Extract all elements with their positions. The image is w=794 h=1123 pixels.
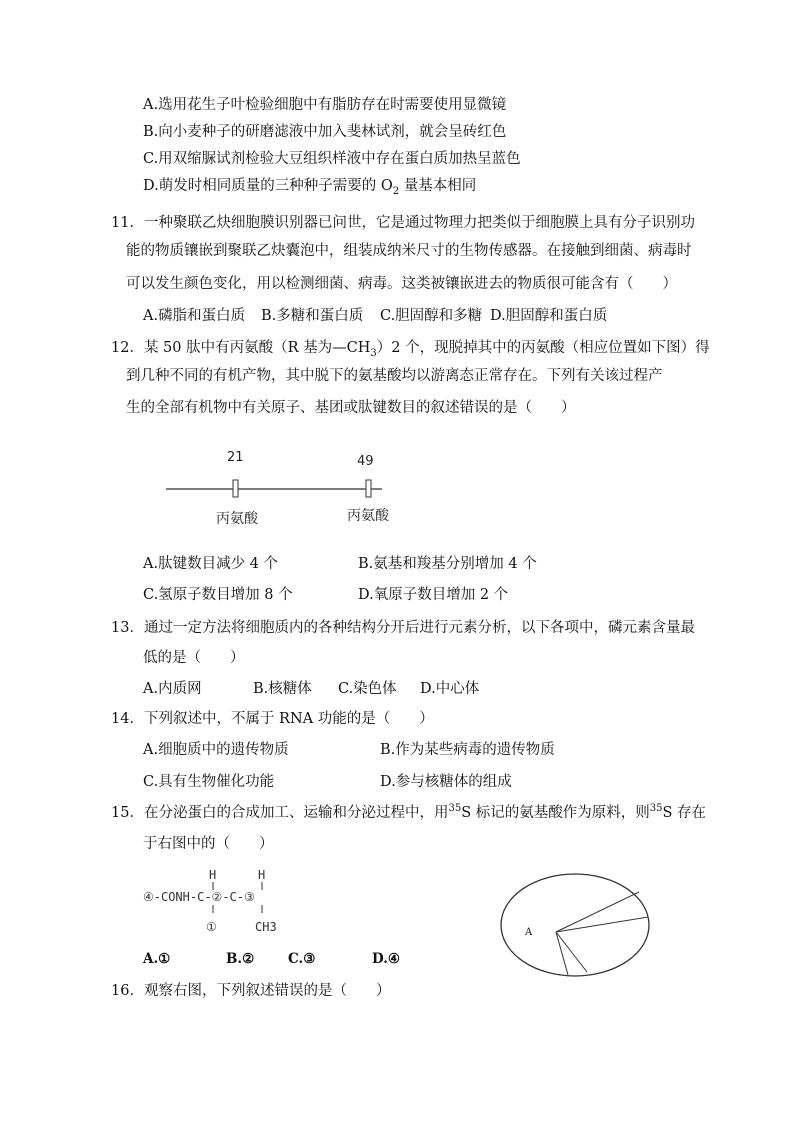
formula-mark-1: ① (206, 920, 217, 934)
formula-h-top-1: H (209, 868, 217, 882)
formula-ch3: CH3 (255, 920, 277, 934)
q11-stem-line3: 可以发生颜色变化，用以检测细菌、病毒。这类被镶嵌进去的物质很可能含有（ ） (126, 276, 677, 292)
q12-option-d: D.氧原子数目增加 2 个 (358, 587, 509, 603)
q11-stem-line2: 能的物质镶嵌到聚联乙炔囊泡中，组装成纳米尺寸的生物传感器。在接触到细菌、病毒时 (126, 243, 692, 259)
q14-option-b: B.作为某些病毒的遗传物质 (380, 742, 555, 758)
position-label-49: 49 (357, 454, 374, 469)
pie-diagram (496, 870, 656, 982)
q15-option-c: C.③ (288, 951, 316, 967)
q15-option-b: B.② (226, 951, 255, 967)
q10-option-b: B.向小麦种子的研磨滤液中加入斐林试剂，就会呈砖红色 (143, 124, 507, 140)
q11-option-b: B.多糖和蛋白质 (261, 308, 364, 324)
q11-option-d: D.胆固醇和蛋白质 (490, 308, 608, 324)
q14-stem: 14．下列叙述中，不属于 RNA 功能的是（ ） (111, 711, 434, 727)
formula-h-top-2: H (258, 868, 266, 882)
alanine-label-1: 丙氨酸 (216, 511, 258, 527)
q12-stem-line2: 到几种不同的有机产物，其中脱下的氨基酸均以游离态正常存在。下列有关该过程产 (126, 368, 663, 384)
q16-stem: 16．观察右图，下列叙述错误的是（ ） (111, 983, 391, 999)
q12-option-c: C.氢原子数目增加 8 个 (143, 587, 293, 603)
position-label-21: 21 (227, 450, 244, 465)
pie-circle (501, 874, 649, 976)
alanine-marker-21 (233, 480, 238, 497)
formula-chain: ④-CONH-C-②-C-③ (143, 890, 255, 904)
q12-stem-line3: 生的全部有机物中有关原子、基团或肽键数目的叙述错误的是（ ） (126, 400, 576, 416)
q10-option-d: D.萌发时相同质量的三种种子需要的 $O_2$ 量基本相同 (143, 178, 477, 197)
q10-option-a: A.选用花生子叶检验细胞中有脂肪存在时需要使用显微镜 (143, 97, 507, 113)
q11-option-c: C.胆固醇和多糖 (380, 308, 483, 324)
q13-stem-line1: 13．通过一定方法将细胞质内的各种结构分开后进行元素分析，以下各项中，磷元素含量最 (111, 620, 695, 636)
q13-stem-line2: 低的是（ ） (143, 650, 245, 666)
q12-option-a: A.肽键数目减少 4 个 (143, 556, 279, 572)
q12-option-b: B.氨基和羧基分别增加 4 个 (358, 556, 537, 572)
q11-option-a: A.磷脂和蛋白质 (143, 308, 246, 324)
q15-option-d: D.④ (372, 951, 401, 967)
q14-option-c: C.具有生物催化功能 (143, 774, 275, 790)
q15-stem-line1: 15．在分泌蛋白的合成加工、运输和分泌过程中，用$^{35}$S 标记的氨基酸作为原料，则$^{35}$S 存在 (111, 803, 707, 821)
alanine-marker-49 (366, 480, 371, 497)
q15-stem-line2: 于右图中的（ ） (143, 836, 274, 852)
q12-stem-line1: 12．某 50 肽中有丙氨酸（R 基为$—CH_3)2$ 个，现脱掉其中的丙氨酸（相应位置如下图）得 (111, 340, 710, 359)
q11-stem-line1: 11．一种聚联乙炔细胞膜识别器已问世，它是通过物理力把类似于细胞膜上具有分子识别功 (111, 215, 695, 231)
q15-option-a: A.① (143, 951, 171, 967)
q14-option-d: D.参与核糖体的组成 (380, 774, 512, 790)
q14-option-a: A.细胞质中的遗传物质 (143, 742, 289, 758)
q13-option-c: C.染色体 (338, 681, 397, 697)
q10-option-c: C.用双缩脲试剂检验大豆组织样液中存在蛋白质加热呈蓝色 (143, 151, 521, 167)
q13-option-d: D.中心体 (420, 681, 480, 697)
alanine-label-2: 丙氨酸 (347, 508, 389, 524)
q13-option-b: B.核糖体 (253, 681, 312, 697)
q13-option-a: A.内质网 (143, 681, 202, 697)
pie-label-a: A (525, 927, 533, 938)
